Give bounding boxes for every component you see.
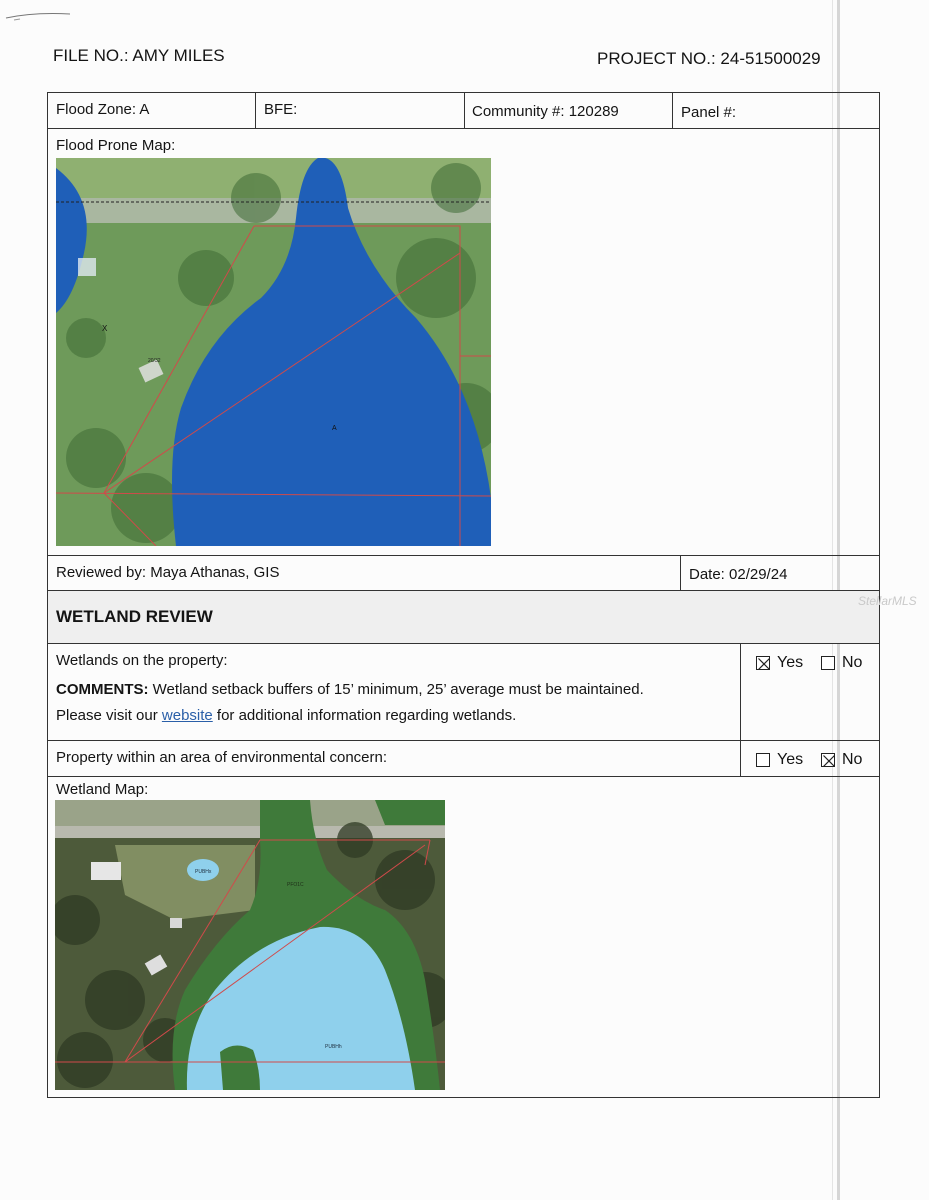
wetland-comments: [56, 681, 644, 698]
wetlands-no-label: No: [842, 654, 863, 671]
wetland-review-title: WETLAND REVIEW: [56, 607, 213, 626]
environmental-concern-label: Property within an area of environmental concern:: [56, 749, 388, 766]
community-number-field: Community #: 120289: [472, 103, 619, 120]
wetlands-no-checkbox[interactable]: [821, 656, 835, 670]
flood-map-label: Flood Prone Map:: [56, 137, 176, 154]
env-concern-no-label: No: [842, 751, 863, 768]
map-parcel-label: 20/32: [148, 358, 161, 364]
map-zone-x-label: X: [102, 324, 108, 333]
wetland-map-label: Wetland Map:: [56, 781, 149, 798]
flood-prone-map: [56, 158, 491, 546]
map-zone-a-label: A: [332, 425, 337, 432]
env-concern-yes-label: Yes: [777, 751, 804, 768]
bfe-field: BFE:: [264, 101, 298, 118]
scan-pen-mark: [4, 8, 74, 22]
wetlands-yes-checkbox[interactable]: [756, 656, 770, 670]
wetland-info-line: [56, 707, 516, 724]
wetland-map: [55, 800, 445, 1090]
comments-text: Wetland setback buffers of 15’ minimum, 25’ average must be maintained.: [148, 681, 644, 698]
map-forest-label: PFO1C: [287, 882, 304, 888]
review-date-field: Date: 02/29/24: [689, 566, 788, 583]
comments-label: COMMENTS:: [56, 681, 149, 698]
wetlands-on-property-label: Wetlands on the property:: [56, 652, 228, 669]
visit-text-post: for additional information regarding wetlands.: [212, 707, 517, 724]
map-pond-label: PUBHx: [195, 869, 212, 875]
file-number: FILE NO.: AMY MILES: [53, 46, 225, 65]
website-link[interactable]: website: [161, 707, 213, 724]
flood-zone-field: Flood Zone: A: [56, 101, 150, 118]
map-water-label: PUBHh: [325, 1044, 342, 1050]
wetlands-yes-label: Yes: [777, 654, 804, 671]
visit-text-pre: Please visit our: [56, 707, 162, 724]
env-concern-yes-checkbox[interactable]: [756, 753, 770, 767]
reviewed-by-field: Reviewed by: Maya Athanas, GIS: [56, 564, 280, 581]
project-number: PROJECT NO.: 24-51500029: [597, 49, 821, 68]
stellarmls-watermark: StellarMLS: [858, 594, 917, 608]
env-concern-no-checkbox[interactable]: [821, 753, 835, 767]
panel-number-field: Panel #:: [681, 104, 737, 121]
